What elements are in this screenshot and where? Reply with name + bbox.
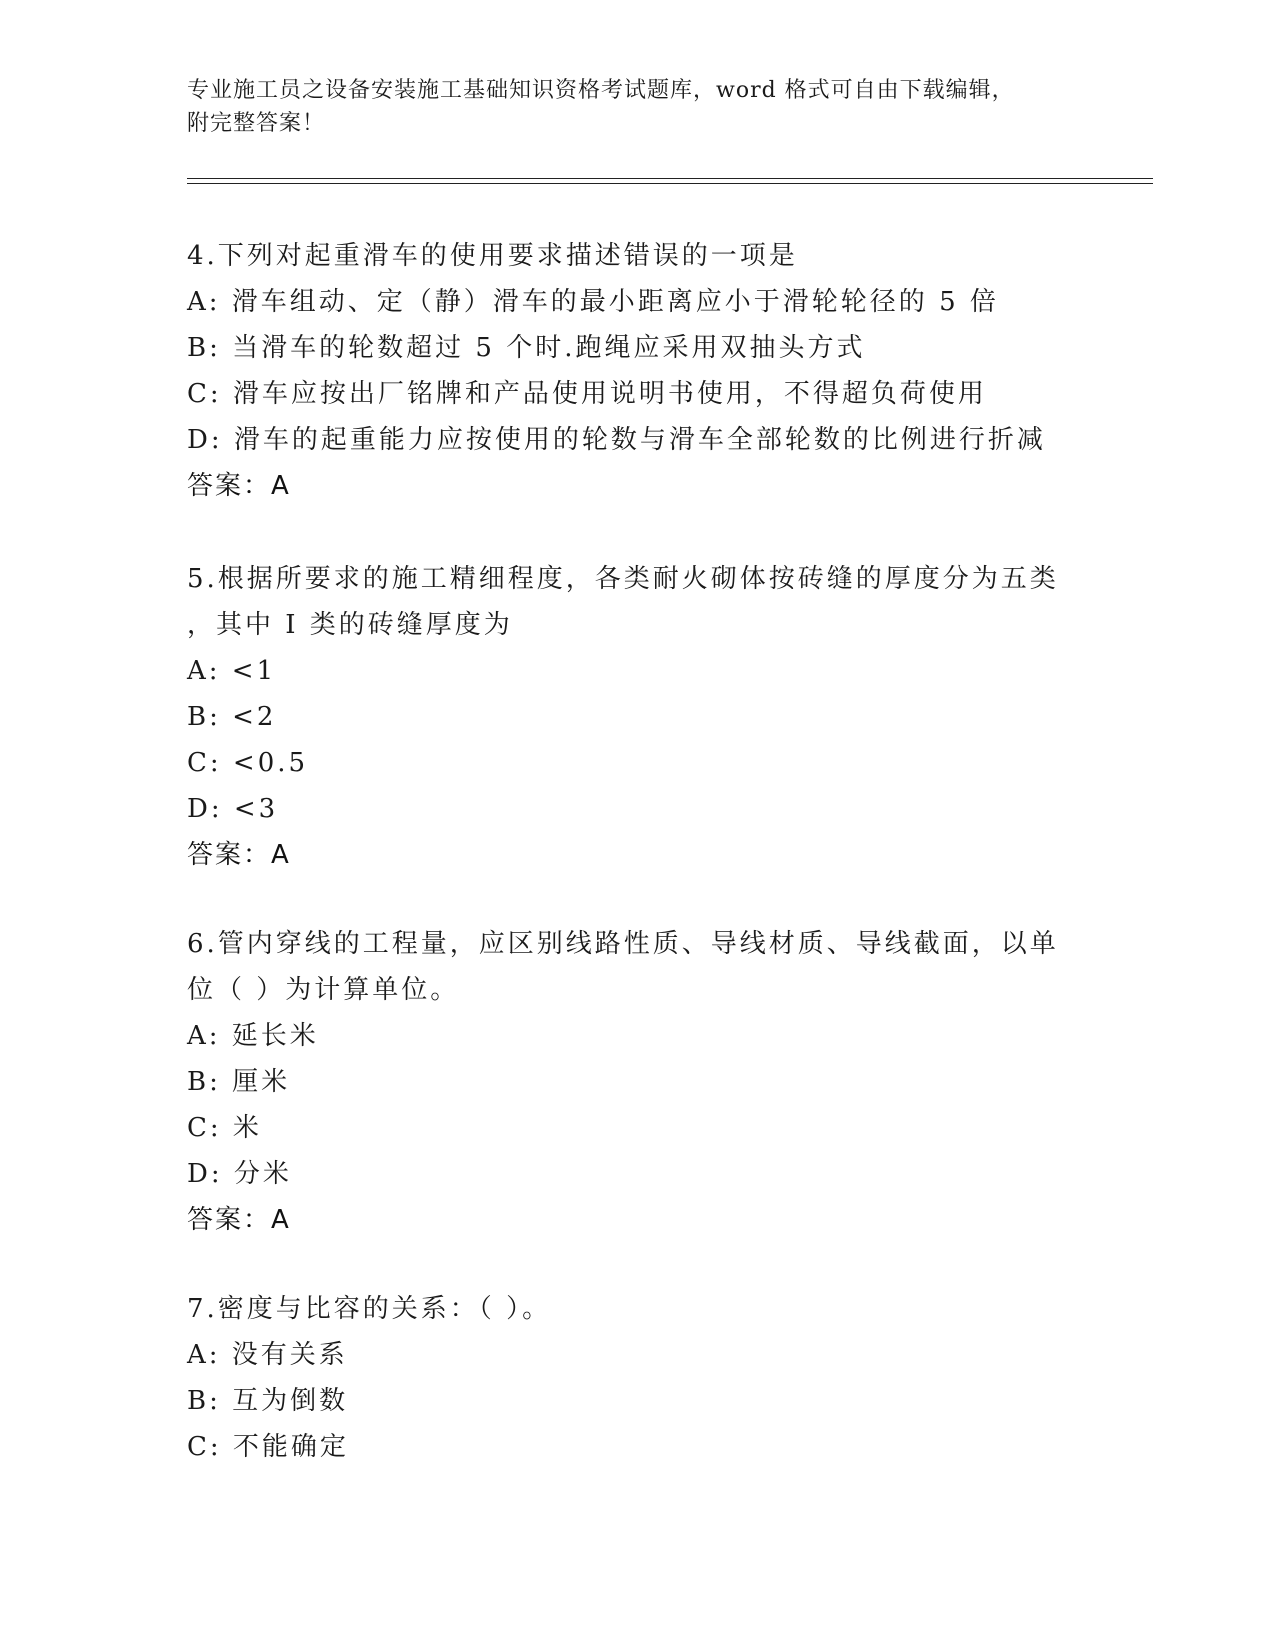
option-c: C: 滑车应按出厂铭牌和产品使用说明书使用，不得超负荷使用 [187,379,987,409]
question-stem: ，其中 I 类的砖缝厚度为 [187,610,513,640]
question-stem: 4.下列对起重滑车的使用要求描述错误的一项是 [187,241,798,271]
header-line: 附完整答案！ [187,111,326,136]
question-stem: 5.根据所要求的施工精细程度，各类耐火砌体按砖缝的厚度分为五类 [187,564,1059,594]
question-block [187,556,1087,878]
option-a: A: 滑车组动、定（静）滑车的最小距离应小于滑轮轮径的 5 倍 [187,287,999,317]
option-a: A: 延长米 [187,1021,319,1051]
option-c: C: <0.5 [187,748,309,778]
option-b: B: 互为倒数 [187,1386,349,1416]
question-stem: 6.管内穿线的工程量，应区别线路性质、导线材质、导线截面，以单 [187,929,1059,959]
option-c: C: 不能确定 [187,1432,349,1462]
option-b: B: 当滑车的轮数超过 5 个时.跑绳应采用双抽头方式 [187,333,866,363]
question-stem: 位（ ）为计算单位。 [187,975,460,1005]
header-line: 专业施工员之设备安装施工基础知识资格考试题库，word 格式可自由下载编辑， [187,78,1015,103]
answer-line: 答案：A [187,471,291,501]
option-b: B: 厘米 [187,1067,291,1097]
option-b: B: <2 [187,702,277,732]
option-d: D: <3 [187,794,279,824]
option-c: C: 米 [187,1113,262,1143]
question-block [187,921,1087,1243]
question-block [187,233,1087,509]
option-d: D: 滑车的起重能力应按使用的轮数与滑车全部轮数的比例进行折减 [187,425,1046,455]
option-d: D: 分米 [187,1159,292,1189]
answer-line: 答案：A [187,840,291,870]
question-block [187,1286,1087,1470]
option-a: A: <1 [187,656,277,686]
header-divider [187,183,1153,184]
header-divider [187,178,1153,179]
answer-line: 答案：A [187,1205,291,1235]
question-stem: 7.密度与比容的关系：（ ）。 [187,1294,552,1324]
option-a: A: 没有关系 [187,1340,348,1370]
document-header [187,74,1087,140]
